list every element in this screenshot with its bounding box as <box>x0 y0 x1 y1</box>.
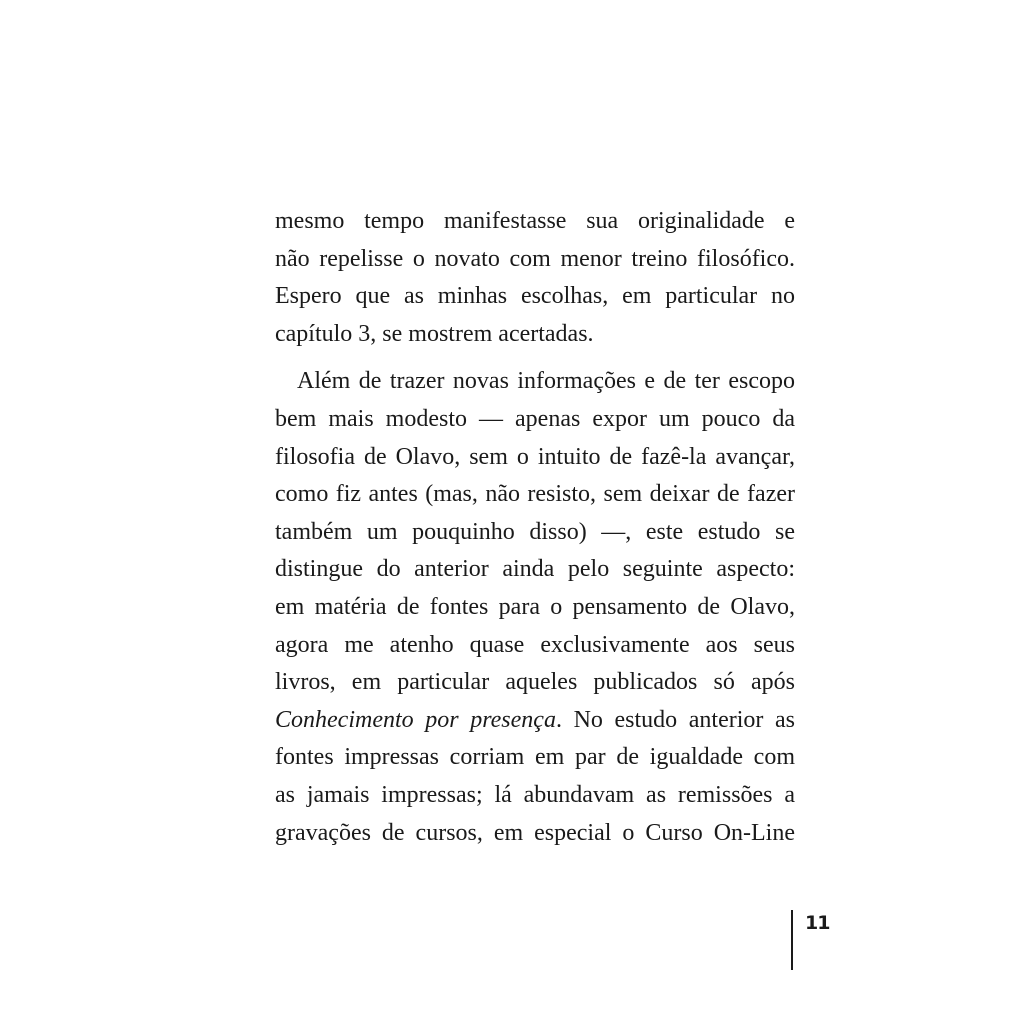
text-line: também um pouquinho disso) —, este estudo se <box>275 518 795 545</box>
text-line: capítulo 3, se mostrem acertadas. <box>275 320 594 347</box>
paragraph-1 <box>275 203 795 353</box>
text-line: filosofia de Olavo, sem o intuito de fazê-la avançar, <box>275 443 795 470</box>
text-line: como fiz antes (mas, não resisto, sem deixar de fazer <box>275 481 795 508</box>
paragraph-2 <box>275 363 795 852</box>
text-line: as jamais impressas; lá abundavam as remissões a <box>275 781 795 808</box>
page-number: 11 <box>805 912 830 934</box>
text-fragment: . No estudo anterior as <box>555 706 796 733</box>
text-line: gravações de cursos, em especial o Curso On-Line <box>275 819 795 846</box>
page-number-rule <box>791 910 793 970</box>
book-title: Conhecimento por presença <box>275 706 556 733</box>
text-line: bem mais modesto — apenas expor um pouco da <box>275 405 795 432</box>
text-line: distingue do anterior ainda pelo seguinte aspecto: <box>275 556 795 583</box>
text-line: agora me atenho quase exclusivamente aos seus <box>275 631 795 658</box>
text-line: Espero que as minhas escolhas, em particular no <box>275 283 795 310</box>
text-line: fontes impressas corriam em par de igualdade com <box>275 744 795 771</box>
text-line: mesmo tempo manifestasse sua originalidade e <box>275 208 795 234</box>
text-line: em matéria de fontes para o pensamento de Olavo, <box>275 593 795 620</box>
paragraph-gap <box>275 353 795 363</box>
text-line: livros, em particular aqueles publicados só após <box>275 669 795 696</box>
body-text <box>275 203 795 852</box>
text-line-with-book-title <box>275 702 795 740</box>
text-line: Além de trazer novas informações e de ter escopo <box>297 368 795 395</box>
text-line: não repelisse o novato com menor treino filosófico. <box>275 245 795 272</box>
